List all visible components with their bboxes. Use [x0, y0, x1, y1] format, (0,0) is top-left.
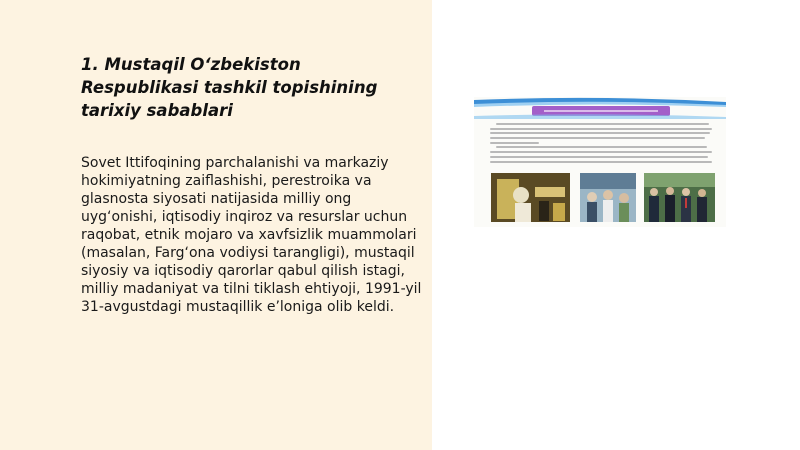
photo-officials — [644, 173, 715, 222]
photo-crowd — [580, 173, 636, 222]
slide-body-text: Sovet Ittifoqining parchalanishi va markaziy hokimiyatning zaiflashishi, perestroika va glasnosta siyosati natijasida milliy ong uyg‘onishi, iqtisodiy inqiroz va resurslar uchun raqobat, etnik mojaro va xavfsizlik muammolari (masalan, Farg‘ona vodiysi tarangligi), mustaqil siyosiy va iqtisodiy qarorlar qabul qilish istagi, milliy madaniyat va tilni tiklash ehtiyoji, 1991-yil 31-avgustdagi mustaqillik e’loniga olib keldi. — [81, 155, 422, 315]
slide-title: 1. Mustaqil O‘zbekiston Respublikasi tashkil topishining tarixiy sabablari — [81, 55, 378, 120]
page-text-block — [490, 123, 712, 165]
photo-ceremony — [491, 173, 570, 222]
banner-graphic — [474, 97, 726, 119]
textbook-page-image — [474, 97, 726, 227]
